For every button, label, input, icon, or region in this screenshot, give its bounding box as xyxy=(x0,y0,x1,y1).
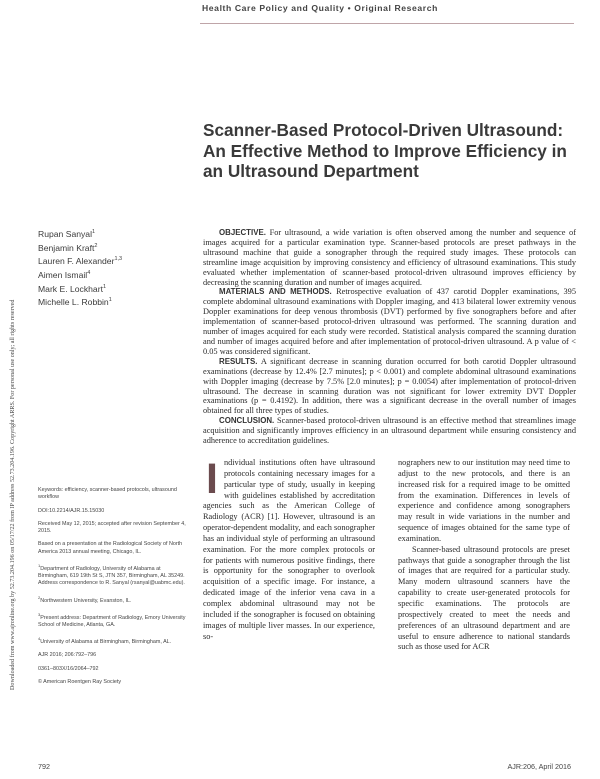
body-paragraph: Scanner-based ultrasound protocols are preset pathways that guide a sonographer through the list of images that are required for a particular study. Many modern ultrasound scanners have the capability to create user-generated protocols for specific examinations. The protocols are prospectively created to meet the needs and preferences of an ultrasound department and are useful to ensure adherence to national standards such as those used for ACR xyxy=(398,544,570,652)
author-list xyxy=(38,227,122,309)
author: Rupan Sanyal$^1$ xyxy=(38,228,96,239)
section-header: Health Care Policy and Quality • Original Research xyxy=(202,3,438,13)
keywords: Keywords: efficiency, scanner-based protocols, ultrasound workflow xyxy=(38,487,177,501)
author: Michelle L. Robbin$^1$ xyxy=(38,297,112,308)
affiliation: $^3$Present address: Department of Radiology, Emory University School of Medicine, Atlanta, GA. xyxy=(38,611,186,628)
abstract xyxy=(203,228,576,446)
body-column-1 xyxy=(203,455,375,642)
citation: AJR 2016; 206:792–796 xyxy=(38,652,97,659)
body-paragraph: nographers new to our institution may need time to adjust to the new protocols, and there is an increased risk for a required image to be omitted from the examination. Differences in levels of experience and confidence among sonographers may result in wide variations in the number and sequence of images obtained for the same type of examination. xyxy=(398,458,570,543)
abstract-conclusion: CONCLUSION. Scanner-based protocol-driven ultrasound is an effective method that streamlines image acquisition and significantly improves efficiency in an ultrasound department while ensuring consistency and adherence to accreditation guidelines. xyxy=(203,416,576,446)
abstract-objective: OBJECTIVE. For ultrasound, a wide variation is often observed among the number and sequence of images acquired for a particular examination type. Scanner-based protocols are preset pathways in the ultrasound machine that guide a sonographer through the required study images. These protocols can streamline image acquisition by improving consistency and efficiency of ultrasound examinations. This study evaluated whether implementation of scanner-based protocol-driven ultrasound improves efficiency by decreasing the scanning duration and number of images acquired. xyxy=(203,228,577,287)
author: Benjamin Kraft$^2$ xyxy=(38,242,98,253)
header-divider xyxy=(200,23,574,24)
author: Aimen Ismail$^4$ xyxy=(38,269,91,280)
affiliation: $^2$Northwestern University, Evanston, IL. xyxy=(38,594,132,604)
body-column-2 xyxy=(398,458,570,653)
abstract-methods: MATERIALS AND METHODS. Retrospective evaluation of 437 carotid Doppler examinations, 395 complete abdominal ultrasound examinations with Doppler imaging, and 413 bilateral lower extremity venous Doppler examinations for deep venous thrombosis (DVT) performed by five sonographers before and after implementation of scanner-based protocol-driven ultrasound was performed. The scanning duration and number of images acquired for each study were recorded. Statistical analysis compared the scanning duration and number of images acquired before and after implementation of protocol-driven ultrasound. A p value of < 0.05 was considered significant. xyxy=(203,287,576,356)
copyright: © American Roentgen Ray Society xyxy=(38,678,122,685)
body-paragraph: Individual institutions often have ultrasound protocols containing necessary images for a particular type of study, usually in keeping with guidelines established by accreditation agencies such as the American College of Radiology (ACR) [1]. However, ultrasound is an operator-dependent modality, and each sonographer has an individual style of performing an ultrasound examination. For the more complex protocols or for patients with numerous positive findings, there is opportunity for the sonographer to overlook acquisition of a specific image. For instance, a dedicated image of the inferior vena cava in a complex abdominal ultrasound may not be included if the sonographer is focused on obtaining images of multiple liver masses. In our experience, so- xyxy=(203,455,375,641)
issn: 0361–803X/16/2064–792 xyxy=(38,665,99,672)
doi: DOI:10.2214/AJR.15.15030 xyxy=(38,507,105,514)
download-notice-text: Downloaded from www.ajronline.org by 52.73.204.196 on 05/17/22 from IP address 52.73.204.196. Copyright ARRS. For personal use only; all rights reserved xyxy=(10,299,16,690)
article-title: Scanner-Based Protocol-Driven Ultrasound: An Effective Method to Improve Efficiency in an Ultrasound Department xyxy=(203,120,567,182)
journal-footer: AJR:206, April 2016 xyxy=(507,762,571,771)
abstract-results: RESULTS. A significant decrease in scanning duration occurred for both carotid Doppler ultrasound examinations (decrease by 12.4% [2.7 minutes]; p < 0.001) and complete abdominal ultrasound examinations with Doppler imaging (decrease by 7.5% [2.0 minutes]; p = 0.0054) after implementation of protocol-driven ultrasound. The decrease in scanning duration was not significant for lower extremity DVT Doppler examinations (p = 0.4192). In addition, there was a significant decrease in the overall number of images obtained for all three types of studies. xyxy=(203,356,576,416)
affiliation: $^4$University of Alabama at Birmingham, Birmingham, AL. xyxy=(38,636,172,646)
page-number: 792 xyxy=(38,762,50,771)
affiliation: $^1$Department of Radiology, University of Alabama at Birmingham, 619 19th St S, JTN 357, Birmingham, AL 35249. Address correspondence to R. Sanyal (rsanyal@uabmc.edu). xyxy=(38,563,185,587)
received-date: Received May 12, 2015; accepted after revision September 4, 2015. xyxy=(38,520,186,535)
front-matter xyxy=(38,487,188,692)
presentation-note: Based on a presentation at the Radiological Society of North America 2013 annual meeting, Chicago, IL. xyxy=(38,541,183,555)
download-notice xyxy=(3,130,17,690)
author: Mark E. Lockhart$^1$ xyxy=(38,283,107,294)
drop-cap: I xyxy=(206,455,218,503)
author: Lauren F. Alexander$^{1,3}$ xyxy=(38,256,123,267)
